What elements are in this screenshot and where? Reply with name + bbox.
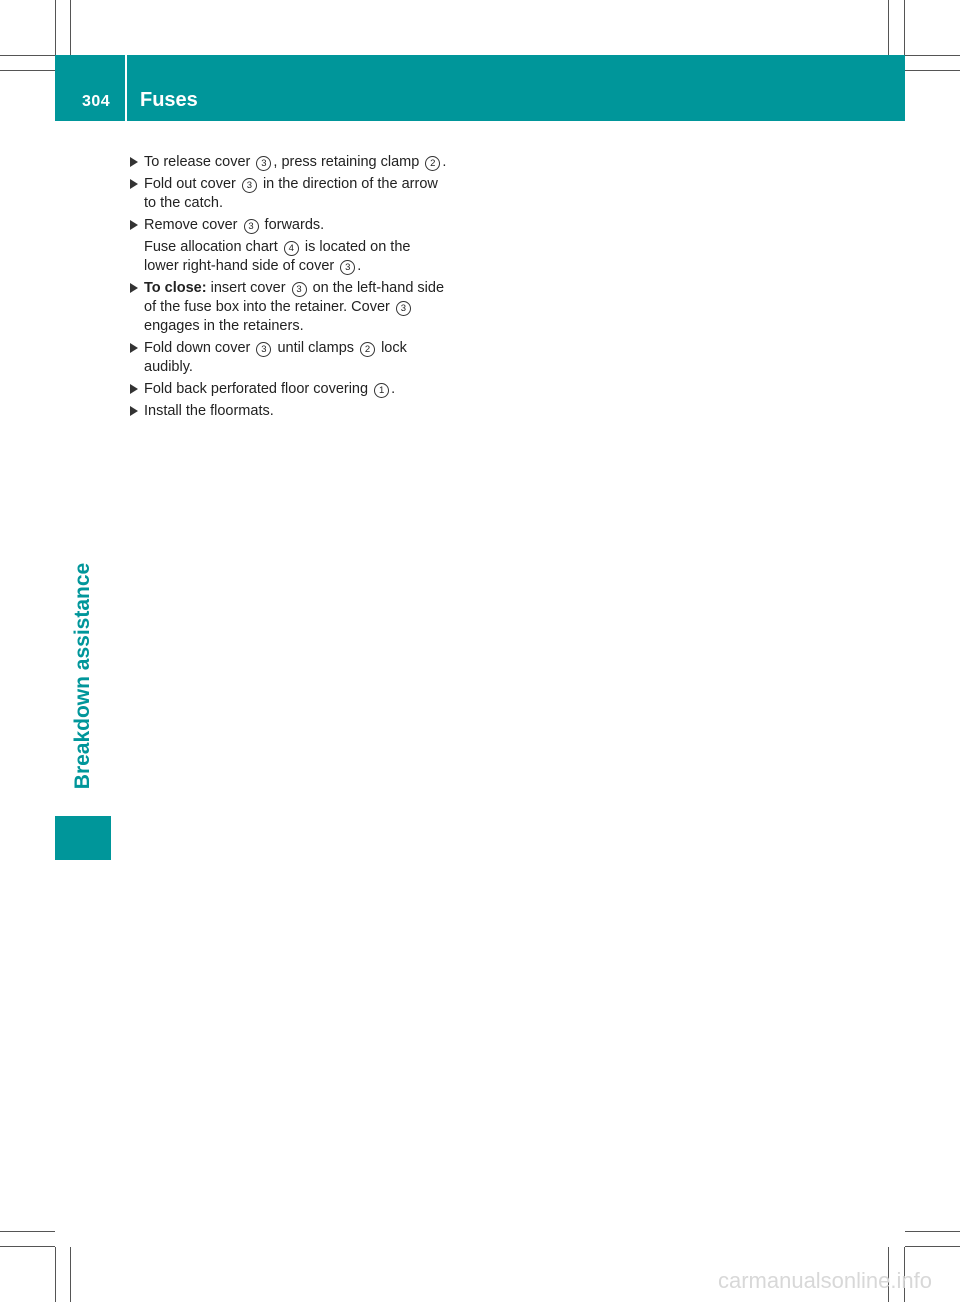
watermark: carmanualsonline.info <box>717 1268 932 1293</box>
step-arrow-icon <box>130 343 138 353</box>
step-heading: To close: <box>144 280 207 296</box>
step-text: Fold down cover <box>144 340 255 356</box>
crop-mark <box>0 70 55 71</box>
step-text: engages in the retainers. <box>144 318 304 334</box>
crop-mark <box>905 1231 960 1232</box>
instruction-step <box>128 216 448 235</box>
callout-number: 2 <box>360 342 375 357</box>
side-tab-marker <box>55 816 111 860</box>
step-text: Install the floormats. <box>144 403 274 419</box>
crop-mark <box>55 0 56 55</box>
instruction-step <box>128 339 448 377</box>
callout-number: 4 <box>284 241 299 256</box>
step-text: . <box>442 154 447 170</box>
step-arrow-icon <box>130 179 138 189</box>
note-text: Fuse allocation chart <box>144 239 282 255</box>
instruction-list <box>128 153 448 424</box>
callout-number: 3 <box>256 156 271 171</box>
crop-mark <box>905 70 960 71</box>
step-arrow-icon <box>130 406 138 416</box>
instruction-step <box>128 380 448 399</box>
step-text: . <box>391 381 396 397</box>
callout-number: 3 <box>340 260 355 275</box>
note-text: . <box>357 258 362 274</box>
section-title: Fuses <box>140 89 198 111</box>
callout-number: 3 <box>242 178 257 193</box>
step-text: To release cover <box>144 154 255 170</box>
step-text: Remove cover <box>144 217 242 233</box>
crop-mark <box>0 1246 55 1247</box>
callout-number: 3 <box>292 282 307 297</box>
instruction-step <box>128 402 448 421</box>
crop-mark <box>0 55 55 56</box>
crop-mark <box>905 55 960 56</box>
step-arrow-icon <box>130 283 138 293</box>
crop-mark <box>70 0 71 55</box>
crop-mark <box>905 1246 960 1247</box>
header-divider <box>125 55 127 121</box>
crop-mark <box>0 1231 55 1232</box>
crop-mark <box>904 0 905 55</box>
callout-number: 2 <box>425 156 440 171</box>
step-text: lock audibly. <box>144 340 407 375</box>
callout-number: 3 <box>256 342 271 357</box>
step-text: Fold out cover <box>144 176 240 192</box>
callout-number: 1 <box>374 383 389 398</box>
crop-mark <box>888 0 889 55</box>
step-arrow-icon <box>130 157 138 167</box>
step-text: in the direction of the arrow to the catch. <box>144 176 438 211</box>
step-arrow-icon <box>130 220 138 230</box>
crop-mark <box>70 1247 71 1302</box>
step-text: Fold back perforated floor covering <box>144 381 373 397</box>
instruction-note <box>128 238 448 276</box>
crop-mark <box>55 1247 56 1302</box>
step-text: , press retaining clamp <box>273 154 424 170</box>
step-text: insert cover <box>206 280 290 296</box>
callout-number: 3 <box>396 301 411 316</box>
step-text: until clamps <box>273 340 359 356</box>
step-text: forwards. <box>260 217 325 233</box>
callout-number: 3 <box>244 219 259 234</box>
step-arrow-icon <box>130 384 138 394</box>
chapter-label: Breakdown assistance <box>71 562 94 790</box>
instruction-step <box>128 153 448 172</box>
page-number: 304 <box>82 93 111 110</box>
instruction-step <box>128 175 448 213</box>
step-text: on the left-hand side of the fuse box into the retainer. Cover <box>144 280 445 315</box>
instruction-step <box>128 279 448 336</box>
note-text: is located on the lower right-hand side of cover <box>144 239 411 274</box>
